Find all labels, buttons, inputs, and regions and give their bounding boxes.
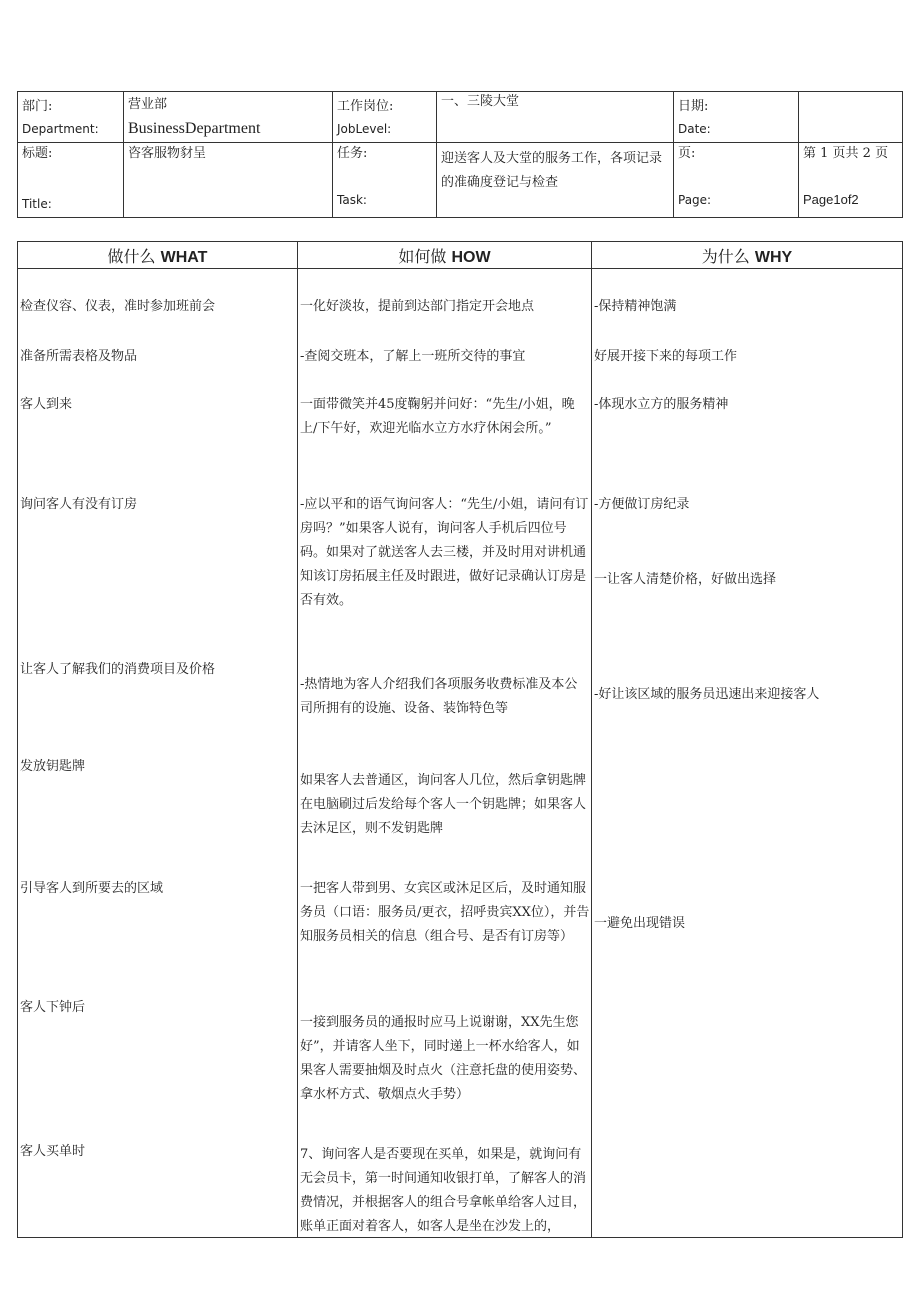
- what-item: 引导客人到所要去的区域: [20, 881, 164, 896]
- title-value-cell: [124, 143, 333, 218]
- why-item: 一避免出现错误: [594, 916, 686, 931]
- what-item: 发放钥匙牌: [20, 759, 86, 774]
- title-label-en: Title:: [22, 197, 52, 211]
- what-item: 客人到来: [20, 397, 73, 412]
- department-label-en: Department:: [22, 122, 99, 136]
- why-item: -保持精神饱满: [594, 299, 677, 314]
- date-label-cell: [674, 92, 799, 143]
- why-item: -好让该区域的服务员迅速出来迎接客人: [594, 687, 820, 702]
- why-item: -体现水立方的服务精神: [594, 397, 729, 412]
- title-label-cell: [18, 143, 124, 218]
- what-item: 客人下钟后: [20, 1000, 86, 1015]
- post-label-cell: [333, 92, 437, 143]
- date-label-cn: 日期:: [678, 99, 709, 114]
- what-item: 询问客人有没有订房: [20, 497, 138, 512]
- how-item: 一把客人带到男、女宾区或沐足区后，及时通知服务员（口语：服务员/更衣，招呼贵宾XX位），并告知服务员相关的信息（组合号、是否有订房等）: [300, 881, 590, 944]
- how-item: 7、询问客人是否要现在买单，如果是，就询问有无会员卡，第一时间通知收银打单，了解客人的消费情况，并根据客人的组合号拿帐单给客人过目，账单正面对着客人，如客人是坐在沙发上的，: [300, 1147, 587, 1234]
- task-label-cn: 任务:: [337, 146, 368, 161]
- how-item: -应以平和的语气询问客人：“先生/小姐，请问有订房吗？”如果客人说有，询问客人手机后四位号码。如果对了就送客人去三楼，并及时用对讲机通知该订房拓展主任及时跟进，做好记录确认订房是否有效。: [300, 497, 589, 608]
- department-value-cell: [124, 92, 333, 143]
- page-value-en: Page1of2: [803, 192, 859, 207]
- department-label-cn: 部门:: [22, 99, 53, 114]
- task-value: 迎送客人及大堂的服务工作，各项记录的准确度登记与检查: [441, 151, 663, 190]
- page-label-en: Page:: [678, 193, 712, 207]
- date-label-en: Date:: [678, 122, 711, 136]
- date-value-cell: [799, 92, 903, 143]
- how-item: -热情地为客人介绍我们各项服务收费标准及本公司所拥有的设施、设备、装饰特色等: [300, 677, 578, 716]
- page-value-cell: [799, 143, 903, 218]
- how-column-header: 如何做 HOW: [298, 242, 592, 269]
- department-value-en: BusinessDepartment: [128, 120, 261, 137]
- why-item: 一让客人清楚价格，好做出选择: [594, 572, 777, 587]
- how-item: -查阅交班本，了解上一班所交待的事宜: [300, 349, 526, 364]
- page-label-cn: 页:: [678, 146, 696, 161]
- what-column-header: 做什么 WHAT: [18, 242, 298, 269]
- department-value-cn: 营业部: [128, 97, 168, 112]
- title-value: 咨客服物豺呈: [128, 146, 207, 161]
- procedure-table: [17, 241, 903, 1238]
- column-header-row: [18, 242, 903, 269]
- post-value-cell: [437, 92, 674, 143]
- title-label-cn: 标题:: [22, 146, 53, 161]
- page-value-cn: 第 1 页共 2 页: [803, 146, 889, 161]
- post-label-en: JobLevel:: [337, 122, 392, 136]
- how-item: 一接到服务员的通报时应马上说谢谢，XX先生您好”，并请客人坐下，同时递上一杯水给客人，如果客人需要抽烟及时点火（注意托盘的使用姿势、拿水杯方式、敬烟点火手势）: [300, 1015, 587, 1102]
- why-item: 好展开接下来的每项工作: [594, 349, 738, 364]
- how-item: 如果客人去普通区，询问客人几位，然后拿钥匙牌在电脑刷过后发给每个客人一个钥匙牌；如果客人去沐足区，则不发钥匙牌: [300, 773, 587, 836]
- how-item: 一化好淡妆，提前到达部门指定开会地点: [300, 299, 535, 314]
- why-column-header: 为什么 WHY: [592, 242, 903, 269]
- what-item: 让客人了解我们的消费项目及价格: [20, 662, 216, 677]
- what-item: 准备所需表格及物品: [20, 349, 138, 364]
- header-table: [17, 91, 903, 218]
- task-label-cell: [333, 143, 437, 218]
- how-item: 一面带微笑并45度鞠躬并问好：“先生/小姐，晚上/下午好，欢迎光临水立方水疗休闲会所。”: [300, 397, 575, 436]
- post-value: 一、三陵大堂: [441, 94, 520, 109]
- what-item: 检查仪容、仪表，准时参加班前会: [20, 299, 216, 314]
- why-column: [592, 269, 903, 1238]
- post-label-cn: 工作岗位:: [337, 99, 394, 114]
- why-item: -方便做订房纪录: [594, 497, 690, 512]
- how-column: [298, 269, 592, 1238]
- what-item: 客人买单时: [20, 1144, 86, 1159]
- page-label-cell: [674, 143, 799, 218]
- what-column: [18, 269, 298, 1238]
- task-label-en: Task:: [337, 193, 367, 207]
- task-value-cell: [437, 143, 674, 218]
- department-label-cell: [18, 92, 124, 143]
